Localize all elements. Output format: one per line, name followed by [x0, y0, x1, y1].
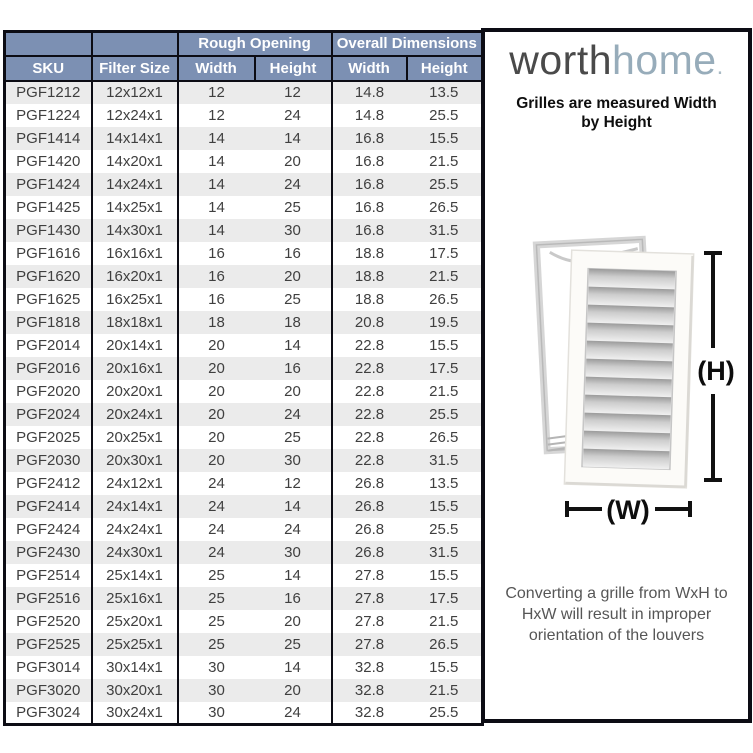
table-cell: 30	[255, 219, 332, 242]
table-cell: PGF1212	[5, 81, 92, 104]
table-row	[5, 288, 483, 311]
table-cell: 24	[178, 541, 255, 564]
table-cell: 22.8	[332, 357, 407, 380]
group-header-overall-dimensions: Overall Dimensions	[332, 32, 483, 56]
column-header-filter-size: Filter Size	[92, 56, 178, 81]
table-cell: 20	[255, 380, 332, 403]
table-cell: 20	[178, 334, 255, 357]
table-cell: 14	[178, 196, 255, 219]
table-cell: 27.8	[332, 610, 407, 633]
table-cell: 20	[255, 610, 332, 633]
table-cell: 26.8	[332, 541, 407, 564]
table-cell: 20	[255, 150, 332, 173]
table-cell: 16x20x1	[92, 265, 178, 288]
table-cell: 25	[178, 587, 255, 610]
grille-size-table	[3, 30, 484, 726]
table-cell: 16x16x1	[92, 242, 178, 265]
table-cell: 16	[178, 265, 255, 288]
table-group-header-row	[5, 32, 483, 56]
table-cell: 18.8	[332, 265, 407, 288]
column-header-overall-width: Width	[332, 56, 407, 81]
table-cell: 24	[255, 403, 332, 426]
column-header-overall-height: Height	[407, 56, 483, 81]
table-cell: 21.5	[407, 610, 483, 633]
table-row	[5, 449, 483, 472]
table-cell: 26.5	[407, 196, 483, 219]
table-cell: 12x12x1	[92, 81, 178, 104]
table-cell: 12	[255, 81, 332, 104]
table-cell: PGF2520	[5, 610, 92, 633]
table-cell: 25.5	[407, 702, 483, 725]
info-panel	[481, 28, 752, 723]
table-cell: 19.5	[407, 311, 483, 334]
table-cell: 20x24x1	[92, 403, 178, 426]
table-cell: 31.5	[407, 541, 483, 564]
table-cell: 16x25x1	[92, 288, 178, 311]
table-cell: 14x30x1	[92, 219, 178, 242]
table-row	[5, 679, 483, 702]
height-dimension-label: (H)	[697, 356, 735, 386]
table-cell: 24	[178, 495, 255, 518]
table-cell: 16.8	[332, 150, 407, 173]
table-cell: PGF2020	[5, 380, 92, 403]
table-cell: PGF1224	[5, 104, 92, 127]
table-row	[5, 518, 483, 541]
table-cell: PGF1414	[5, 127, 92, 150]
table-cell: 14	[255, 656, 332, 679]
table-cell: PGF2025	[5, 426, 92, 449]
table-cell: 25	[255, 426, 332, 449]
table-cell: 18x18x1	[92, 311, 178, 334]
table-cell: PGF3014	[5, 656, 92, 679]
table-row	[5, 472, 483, 495]
table-cell: 12	[178, 81, 255, 104]
table-cell: 25x14x1	[92, 564, 178, 587]
table-row	[5, 564, 483, 587]
table-cell: 30	[178, 656, 255, 679]
table-cell: PGF1818	[5, 311, 92, 334]
table-cell: 21.5	[407, 265, 483, 288]
table-row	[5, 219, 483, 242]
table-row	[5, 104, 483, 127]
table-cell: PGF2412	[5, 472, 92, 495]
table-cell: 20.8	[332, 311, 407, 334]
table-cell: 13.5	[407, 81, 483, 104]
table-cell: 18	[255, 311, 332, 334]
table-cell: 24	[255, 702, 332, 725]
table-cell: 14.8	[332, 104, 407, 127]
table-cell: 24x24x1	[92, 518, 178, 541]
table-cell: PGF3020	[5, 679, 92, 702]
table-cell: PGF3024	[5, 702, 92, 725]
table-cell: 14	[178, 150, 255, 173]
table-cell: PGF2516	[5, 587, 92, 610]
table-cell: 16.8	[332, 127, 407, 150]
table-cell: 25	[178, 610, 255, 633]
table-cell: 20x14x1	[92, 334, 178, 357]
table-row	[5, 587, 483, 610]
table-cell: 22.8	[332, 334, 407, 357]
table-row	[5, 656, 483, 679]
table-cell: 30x24x1	[92, 702, 178, 725]
table-cell: PGF1420	[5, 150, 92, 173]
table-cell: PGF2424	[5, 518, 92, 541]
table-cell: 14.8	[332, 81, 407, 104]
table-cell: PGF2525	[5, 633, 92, 656]
table-cell: 30x14x1	[92, 656, 178, 679]
table-cell: 30	[178, 702, 255, 725]
table-cell: 17.5	[407, 587, 483, 610]
table-cell: 32.8	[332, 702, 407, 725]
table-cell: 24	[178, 472, 255, 495]
table-cell: 14	[178, 219, 255, 242]
table-body	[5, 81, 483, 725]
table-cell: 31.5	[407, 219, 483, 242]
table-cell: 30	[255, 449, 332, 472]
table-cell: PGF1424	[5, 173, 92, 196]
table-cell: 25.5	[407, 104, 483, 127]
table-cell: 20x20x1	[92, 380, 178, 403]
group-header-rough-opening: Rough Opening	[178, 32, 332, 56]
table-row	[5, 633, 483, 656]
table-cell: 26.8	[332, 472, 407, 495]
table-cell: PGF1616	[5, 242, 92, 265]
table-cell: PGF2514	[5, 564, 92, 587]
table-cell: 25	[255, 196, 332, 219]
table-cell: PGF2014	[5, 334, 92, 357]
table-cell: 20x25x1	[92, 426, 178, 449]
table-cell: PGF1620	[5, 265, 92, 288]
table-cell: 22.8	[332, 380, 407, 403]
logo-home-text: home	[612, 37, 717, 83]
table-row	[5, 242, 483, 265]
table-cell: 18.8	[332, 288, 407, 311]
table-cell: 20	[255, 265, 332, 288]
table-cell: 24x14x1	[92, 495, 178, 518]
table-cell: 30	[255, 541, 332, 564]
measurement-heading: Grilles are measured Width by Height	[516, 95, 717, 132]
table-cell: 25x20x1	[92, 610, 178, 633]
orientation-note: Converting a grille from WxH to HxW will result in improper orientation of the louvers	[505, 585, 728, 645]
table-cell: PGF2030	[5, 449, 92, 472]
table-row	[5, 495, 483, 518]
table-cell: 26.5	[407, 426, 483, 449]
table-row	[5, 380, 483, 403]
table-cell: 24	[255, 518, 332, 541]
table-cell: 20	[178, 449, 255, 472]
table-row	[5, 357, 483, 380]
table-cell: 27.8	[332, 564, 407, 587]
table-cell: 18.8	[332, 242, 407, 265]
table-cell: 13.5	[407, 472, 483, 495]
table-row	[5, 426, 483, 449]
table-cell: 16	[255, 242, 332, 265]
table-column-header-row	[5, 56, 483, 81]
table-cell: 14	[255, 334, 332, 357]
empty-header-cell	[5, 32, 92, 56]
table-cell: 32.8	[332, 656, 407, 679]
table-cell: PGF1625	[5, 288, 92, 311]
table-cell: 25x25x1	[92, 633, 178, 656]
table-cell: 16	[255, 587, 332, 610]
table-cell: PGF2430	[5, 541, 92, 564]
table-cell: 15.5	[407, 127, 483, 150]
table-cell: 24	[255, 173, 332, 196]
table-cell: 20x30x1	[92, 449, 178, 472]
front-grille	[564, 250, 693, 488]
table-row	[5, 127, 483, 150]
table-cell: 20	[255, 679, 332, 702]
table-cell: 20	[178, 357, 255, 380]
table-cell: 30	[178, 679, 255, 702]
table-cell: 25	[255, 633, 332, 656]
table-cell: 14x14x1	[92, 127, 178, 150]
width-dimension-label: (W)	[606, 495, 650, 525]
table-cell: 22.8	[332, 403, 407, 426]
table-cell: 25x16x1	[92, 587, 178, 610]
logo-mark: .	[716, 53, 724, 80]
table-cell: 14	[255, 564, 332, 587]
table-cell: 21.5	[407, 150, 483, 173]
table-cell: 14x25x1	[92, 196, 178, 219]
table-cell: 27.8	[332, 587, 407, 610]
table-cell: 24	[255, 104, 332, 127]
table-cell: 17.5	[407, 357, 483, 380]
table-cell: 21.5	[407, 679, 483, 702]
table-cell: 12x24x1	[92, 104, 178, 127]
table-cell: 25.5	[407, 173, 483, 196]
table-cell: 26.5	[407, 288, 483, 311]
table-row	[5, 196, 483, 219]
table-cell: 22.8	[332, 449, 407, 472]
table-cell: 20	[178, 403, 255, 426]
table-row	[5, 150, 483, 173]
table-cell: 25	[178, 564, 255, 587]
table-cell: 16.8	[332, 196, 407, 219]
table-cell: 16	[178, 242, 255, 265]
table-cell: 14	[255, 127, 332, 150]
table-cell: 24x12x1	[92, 472, 178, 495]
worthhome-logo	[485, 39, 748, 82]
table-cell: 15.5	[407, 656, 483, 679]
table-cell: 14	[255, 495, 332, 518]
table-cell: 22.8	[332, 426, 407, 449]
table-cell: 18	[178, 311, 255, 334]
table-cell: 12	[178, 104, 255, 127]
table-cell: 15.5	[407, 564, 483, 587]
table-row	[5, 403, 483, 426]
table-cell: PGF2024	[5, 403, 92, 426]
table-cell: 26.8	[332, 495, 407, 518]
table-cell: 20x16x1	[92, 357, 178, 380]
logo-worth-text: worth	[509, 37, 613, 83]
table-cell: 27.8	[332, 633, 407, 656]
table-cell: PGF1425	[5, 196, 92, 219]
table-row	[5, 541, 483, 564]
grille-illustration	[485, 230, 747, 578]
table-cell: PGF1430	[5, 219, 92, 242]
table-row	[5, 610, 483, 633]
table-cell: 14x24x1	[92, 173, 178, 196]
table-cell: 12	[255, 472, 332, 495]
table-row	[5, 265, 483, 288]
column-header-sku: SKU	[5, 56, 92, 81]
table-row	[5, 311, 483, 334]
table-cell: 16	[178, 288, 255, 311]
table-cell: PGF2016	[5, 357, 92, 380]
empty-header-cell	[92, 32, 178, 56]
table-cell: 25.5	[407, 518, 483, 541]
table-row	[5, 334, 483, 357]
column-header-rough-height: Height	[255, 56, 332, 81]
table-cell: 16.8	[332, 219, 407, 242]
table-cell: 24	[178, 518, 255, 541]
table-cell: 26.8	[332, 518, 407, 541]
table-cell: 30x20x1	[92, 679, 178, 702]
table-cell: 14	[178, 127, 255, 150]
column-header-rough-width: Width	[178, 56, 255, 81]
table-cell: 16.8	[332, 173, 407, 196]
table-row	[5, 81, 483, 104]
table-cell: 25.5	[407, 403, 483, 426]
table-cell: 16	[255, 357, 332, 380]
table-cell: PGF2414	[5, 495, 92, 518]
table-cell: 14	[178, 173, 255, 196]
table-cell: 31.5	[407, 449, 483, 472]
table-cell: 14x20x1	[92, 150, 178, 173]
louvers	[583, 269, 675, 470]
table-cell: 17.5	[407, 242, 483, 265]
table-row	[5, 702, 483, 725]
table-cell: 21.5	[407, 380, 483, 403]
table-cell: 15.5	[407, 495, 483, 518]
table-cell: 32.8	[332, 679, 407, 702]
table-cell: 15.5	[407, 334, 483, 357]
table-cell: 20	[178, 380, 255, 403]
table-cell: 26.5	[407, 633, 483, 656]
table-cell: 20	[178, 426, 255, 449]
table-row	[5, 173, 483, 196]
table-cell: 25	[255, 288, 332, 311]
table-cell: 24x30x1	[92, 541, 178, 564]
table-cell: 25	[178, 633, 255, 656]
